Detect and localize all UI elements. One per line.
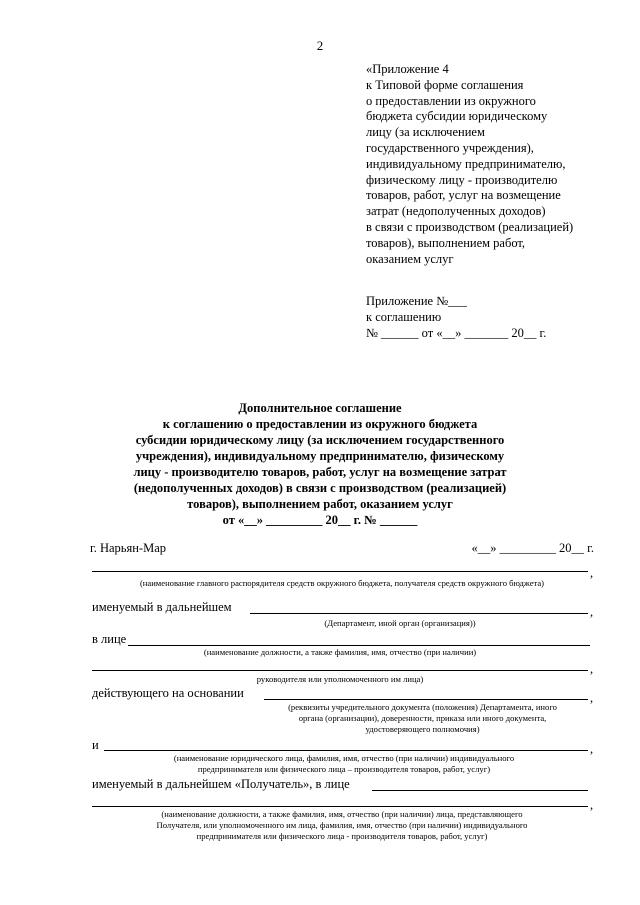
appendix-line: индивидуальному предпринимателю,: [366, 156, 566, 171]
appendix-line: физическому лицу - производителю: [366, 172, 558, 187]
comma: ,: [590, 798, 594, 812]
appendix-line: о предоставлении из окружного: [366, 93, 536, 108]
appendix-line: товаров), выполнением работ,: [366, 235, 526, 250]
caption-representative: Получателя, или уполномоченного им лица, фамилия, имя, отчество (при наличии) индивидуального: [156, 820, 528, 830]
appendix-line: лицу (за исключением: [366, 125, 485, 140]
appendix-line: затрат (недополученных доходов): [366, 204, 546, 219]
comma: ,: [590, 605, 594, 619]
appendix-ref-line: № ______ от «__» _______ 20__ г.: [366, 325, 547, 340]
face-label: в лице: [92, 632, 127, 646]
appendix-ref-line: к соглашению: [366, 309, 442, 324]
title-line: (недополученных доходов) в связи с производством (реализацией): [133, 481, 507, 495]
title-line: к соглашению о предоставлении из окружного бюджета: [162, 417, 478, 431]
and-label: и: [92, 738, 99, 752]
named-label: именуемый в дальнейшем: [92, 600, 232, 614]
blank-line: [372, 790, 588, 791]
recipient-label: именуемый в дальнейшем «Получатель», в лице: [92, 777, 350, 791]
page-number: 2: [316, 38, 324, 53]
basis-label: действующего на основании: [92, 686, 244, 700]
caption-distributor: (наименование главного распорядителя средств окружного бюджета, получателя средств окружного бюджета): [139, 578, 545, 588]
appendix-line: к Типовой форме соглашения: [366, 77, 524, 92]
appendix-line: государственного учреждения),: [366, 140, 534, 155]
blank-line: [104, 750, 588, 751]
caption-basis: (реквизиты учредительного документа (положения) Департамента, иного: [288, 702, 557, 712]
comma: ,: [590, 742, 594, 756]
caption-representative: предпринимателя или физического лица - производителя товаров, работ, услуг): [196, 831, 488, 841]
title-line: учреждения), индивидуальному предпринимателю, физическому: [135, 449, 505, 463]
caption-department: (Департамент, иной орган (организация)): [324, 618, 476, 628]
blank-line: [250, 613, 588, 614]
title-line: от «__» _________ 20__ г. № ______: [222, 513, 418, 527]
comma: ,: [590, 691, 594, 705]
caption-head: руководителя или уполномоченного им лица): [256, 674, 424, 684]
caption-position: (наименование должности, а также фамилия, имя, отчество (при наличии): [203, 647, 477, 657]
caption-representative: (наименование должности, а также фамилия, имя, отчество (при наличии) лица, представляющего: [161, 809, 523, 819]
title-line: Дополнительное соглашение: [238, 401, 402, 415]
appendix-line: товаров, работ, услуг на возмещение: [366, 188, 561, 203]
blank-line: [92, 806, 588, 807]
title-line: лицу - производителю товаров, работ, услуг на возмещение затрат: [133, 465, 507, 479]
appendix-ref-line: Приложение №___: [366, 294, 467, 308]
city: г. Нарьян-Мар: [90, 541, 167, 555]
caption-basis: органа (организации), доверенности, приказа или иного документа,: [298, 713, 547, 723]
comma: ,: [590, 662, 594, 676]
appendix-4-header: [366, 62, 573, 267]
blank-line: [92, 571, 588, 572]
date: «__» _________ 20__ г.: [471, 541, 594, 555]
caption-recipient: предпринимателя или физического лица – производителя товаров, работ, услуг): [197, 764, 491, 774]
appendix-line: оказанием услуг: [366, 251, 454, 266]
blank-line: [264, 699, 588, 700]
blank-line: [92, 670, 588, 671]
title-line: товаров), выполнением работ, оказанием услуг: [187, 497, 453, 511]
appendix-line: «Приложение 4: [366, 62, 449, 76]
caption-recipient: (наименование юридического лица, фамилия, имя, отчество (при наличии) индивидуального: [173, 753, 515, 763]
title-line: субсидии юридическому лицу (за исключением государственного: [135, 433, 505, 447]
appendix-line: в связи с производством (реализацией): [366, 219, 574, 234]
appendix-reference: [366, 294, 546, 341]
blank-line: [128, 645, 590, 646]
comma: ,: [590, 566, 594, 580]
caption-basis: удостоверяющего полномочия): [365, 724, 480, 734]
document-title: [0, 400, 640, 528]
appendix-line: бюджета субсидии юридическому: [366, 109, 548, 124]
